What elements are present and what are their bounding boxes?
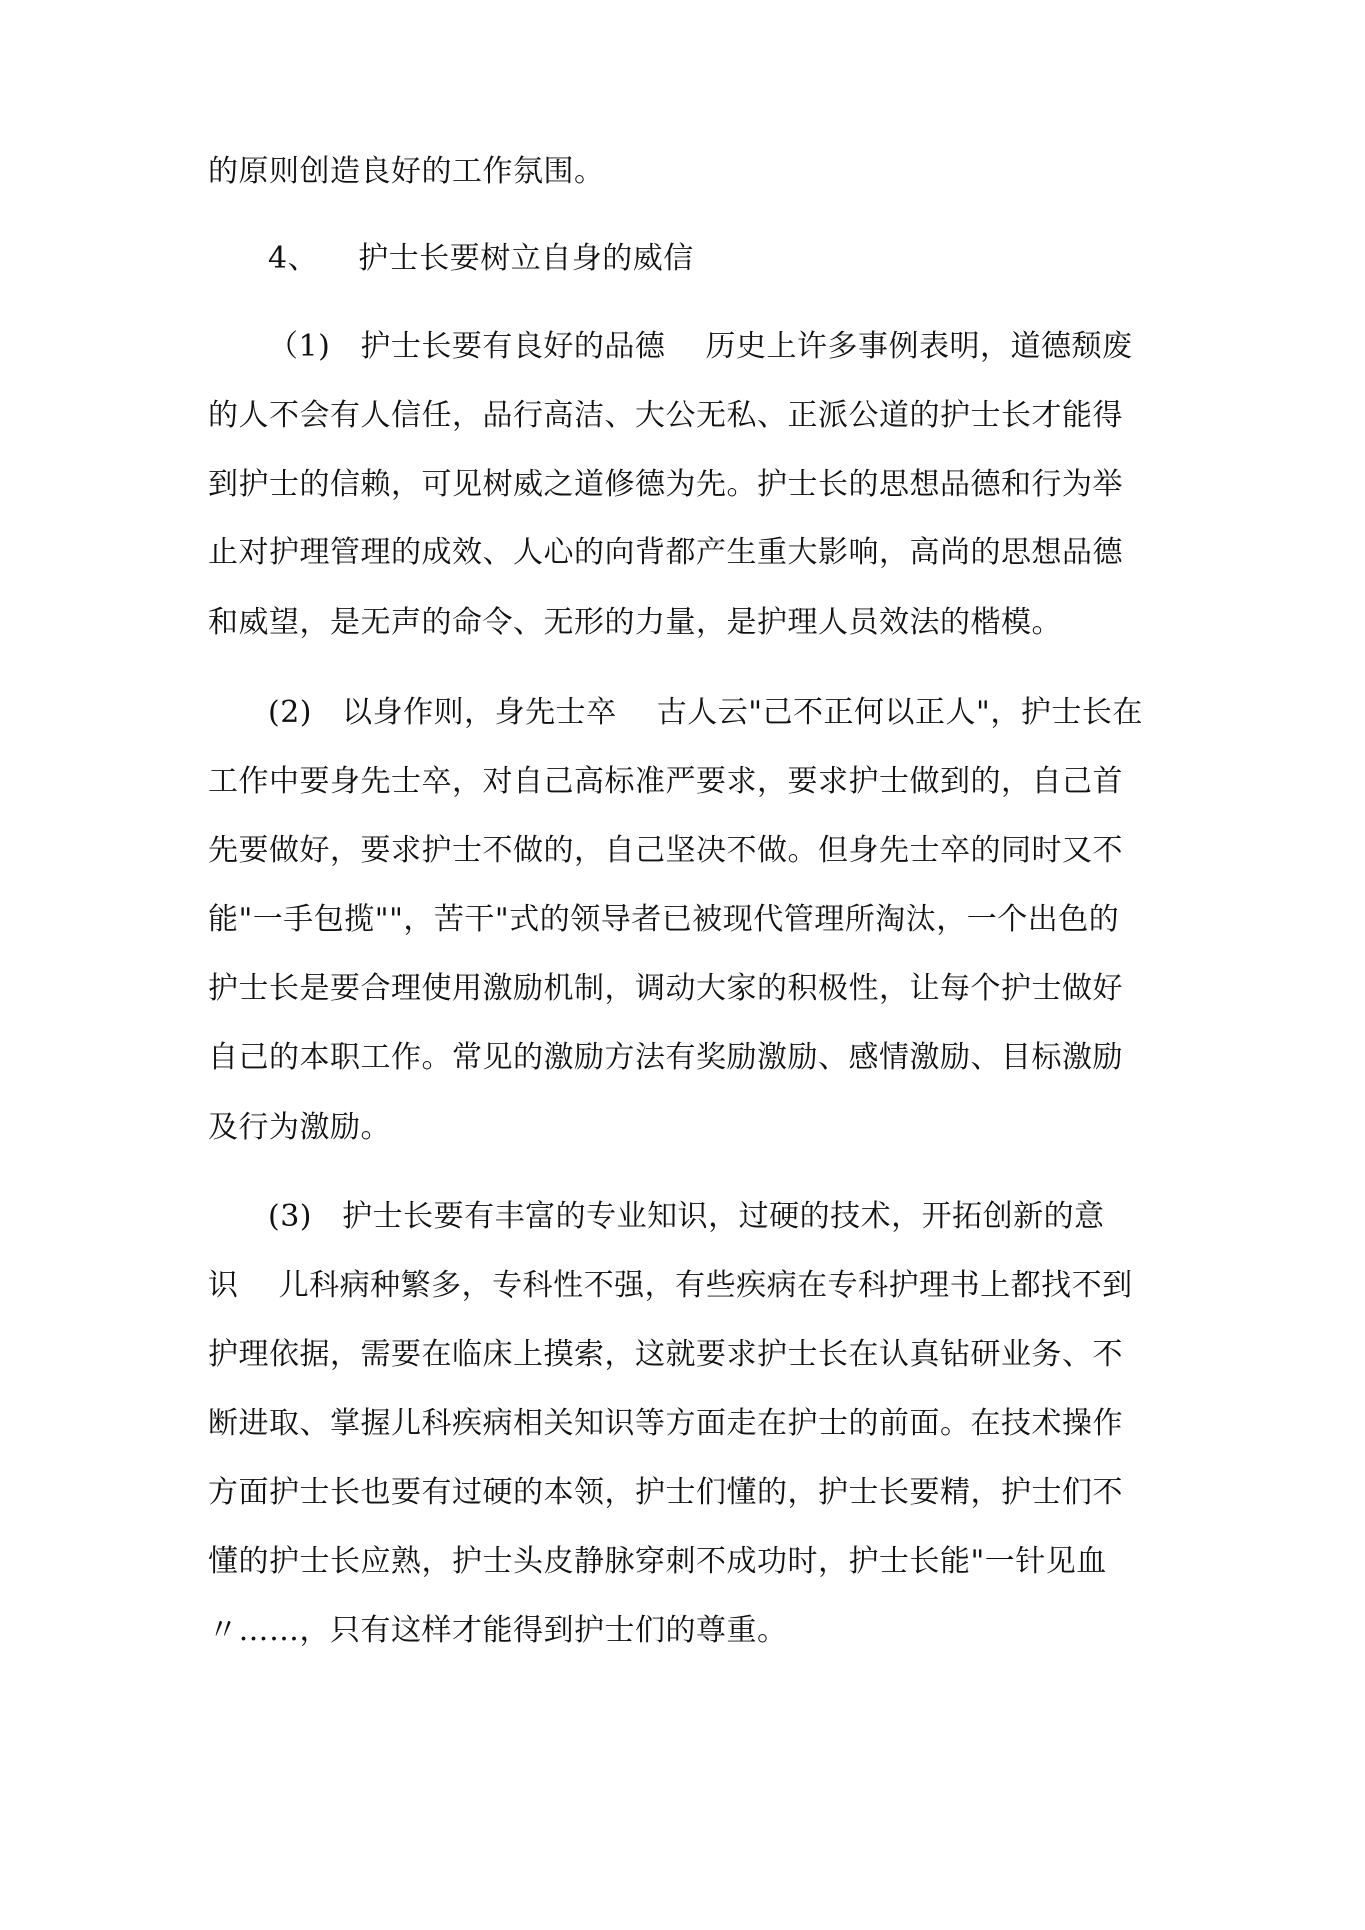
text-line: （1) 护士长要有良好的品德 历史上许多事例表明，道德颓废 (268, 329, 1133, 364)
text-line: 工作中要身先士卒，对自己高标准严要求，要求护士做到的，自己首 (208, 764, 1123, 799)
text-line: 和威望，是无声的命令、无形的力量，是护理人员效法的楷模。 (208, 605, 1062, 640)
text-line: 先要做好，要求护士不做的，自己坚决不做。但身先士卒的同时又不 (208, 833, 1123, 868)
text-line: 到护士的信赖，可见树威之道修德为先。护士长的思想品德和行为举 (208, 467, 1123, 502)
text-line: 自己的本职工作。常见的激励方法有奖励激励、感情激励、目标激励 (208, 1040, 1123, 1075)
text-line: 护士长是要合理使用激励机制，调动大家的积极性，让每个护士做好 (208, 971, 1123, 1006)
text-line: 〃……，只有这样才能得到护士们的尊重。 (208, 1613, 788, 1648)
text-line: 的人不会有人信任，品行高洁、大公无私、正派公道的护士长才能得 (208, 398, 1123, 433)
text-line: 止对护理管理的成效、人心的向背都产生重大影响，高尚的思想品德 (208, 535, 1123, 570)
section-heading: 4、 护士长要树立自身的威信 (268, 241, 694, 276)
text-line: 的原则创造良好的工作氛围。 (208, 154, 605, 189)
text-line: 识 儿科病种繁多，专科性不强，有些疾病在专科护理书上都找不到 (208, 1268, 1133, 1303)
text-line: 懂的护士长应熟，护士头皮静脉穿刺不成功时，护士长能"一针见血 (208, 1544, 1107, 1579)
text-line: 护理依据，需要在临床上摸索，这就要求护士长在认真钻研业务、不 (208, 1337, 1123, 1372)
text-line: 断进取、掌握儿科疾病相关知识等方面走在护士的前面。在技术操作 (208, 1406, 1123, 1441)
text-line: 方面护士长也要有过硬的本领，护士们懂的，护士长要精，护士们不 (208, 1475, 1123, 1510)
text-line: 能"一手包揽""，苦干"式的领导者已被现代管理所淘汰，一个出色的 (208, 902, 1120, 937)
text-line: 及行为激励。 (208, 1110, 391, 1145)
text-line: (3) 护士长要有丰富的专业知识，过硬的技术，开拓创新的意 (268, 1199, 1105, 1234)
text-line: (2) 以身作则，身先士卒 古人云"己不正何以正人"，护士长在 (268, 695, 1143, 730)
